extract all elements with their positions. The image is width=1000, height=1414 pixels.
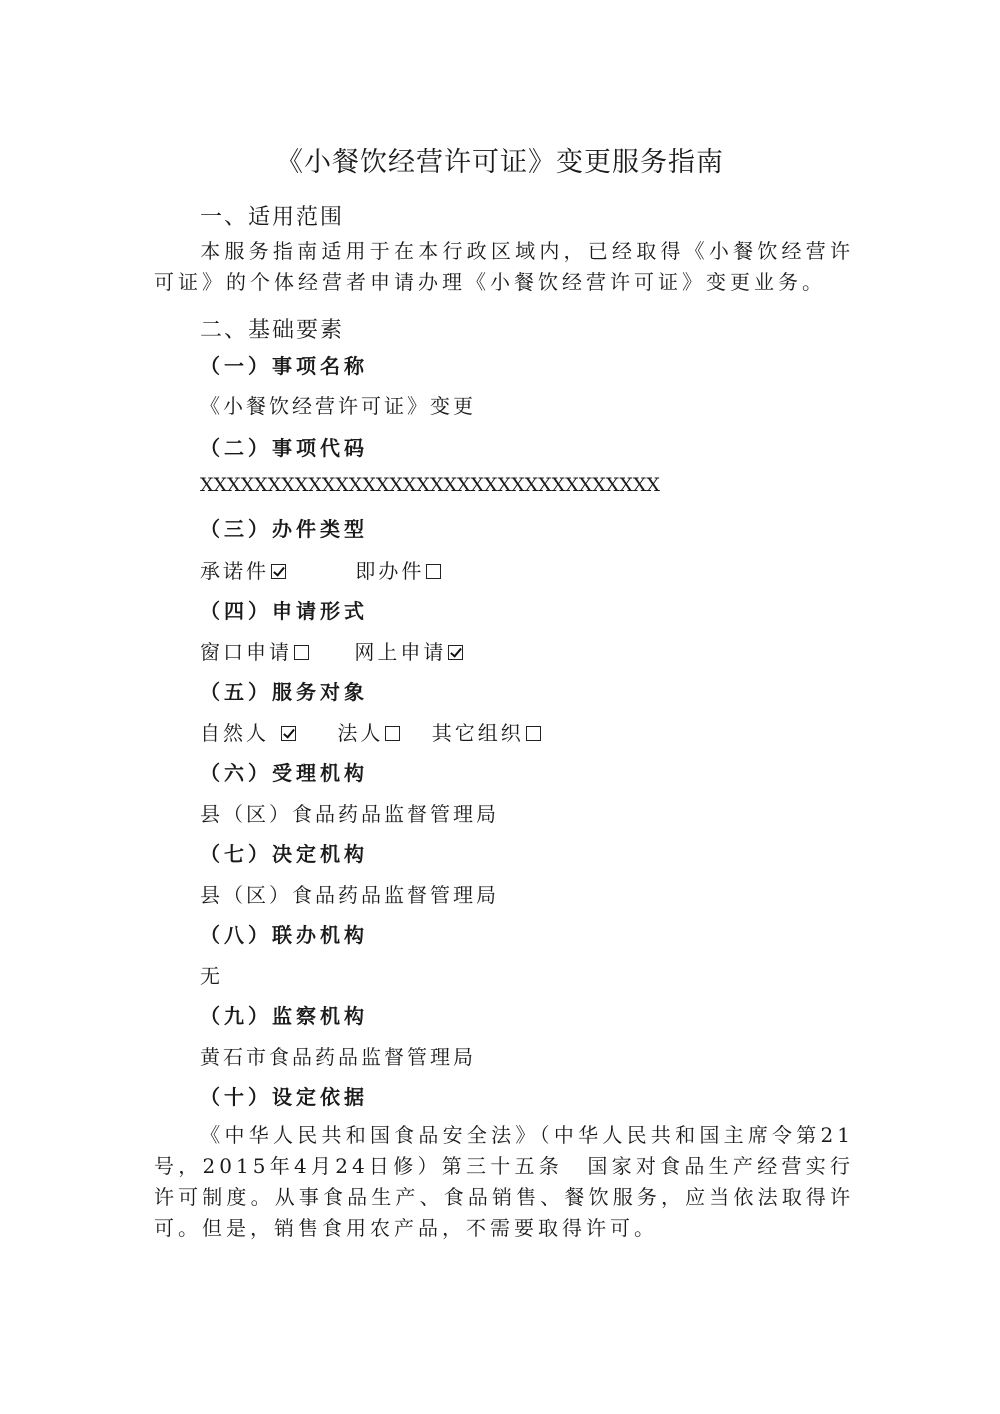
decision-agency-label: （七）决定机构: [200, 842, 368, 866]
item-name-label: （一）事项名称: [200, 354, 368, 378]
option-other-org: 其它组织: [432, 717, 541, 746]
legal-basis-paragraph: [154, 1120, 854, 1244]
legal-basis-text: 《中华人民共和国食品安全法》（中华人民共和国主席令第21号，2015年4月24日修）第三十五条 国家对食品生产经营实行许可制度。从事食品生产、食品销售、餐饮服务，应当依法取得许可。但是，销售食用农产品，不需要取得许可。: [154, 1123, 854, 1240]
option-natural-person: 自然人: [200, 717, 296, 746]
item-code-label: （二）事项代码: [200, 436, 368, 460]
option-legal-person: 法人: [337, 717, 400, 746]
case-type-label: （三）办件类型: [200, 517, 368, 541]
scope-paragraph: [154, 236, 854, 298]
supervision-agency-label: （九）监察机构: [200, 1004, 368, 1028]
checkbox-commitment[interactable]: [271, 564, 286, 579]
acceptance-agency-value: 县（区）食品药品监督管理局: [200, 802, 499, 826]
service-target-label: （五）服务对象: [200, 680, 368, 704]
option-commitment: 承诺件: [200, 555, 286, 584]
legal-basis-label: （十）设定依据: [200, 1085, 368, 1109]
case-type-options: [200, 555, 441, 584]
service-target-options: [200, 717, 541, 746]
option-instant: 即办件: [355, 555, 441, 584]
checkbox-window[interactable]: [294, 645, 309, 660]
section-heading-scope: 一、适用范围: [200, 205, 345, 230]
supervision-agency-value: 黄石市食品药品监督管理局: [200, 1045, 476, 1069]
checkbox-natural-person[interactable]: [281, 726, 296, 741]
item-code-value: XXXXXXXXXXXXXXXXXXXXXXXXXXXXXXXXXX: [200, 474, 660, 496]
section-heading-basics: 二、基础要素: [200, 318, 345, 343]
item-name-value: 《小餐饮经营许可证》变更: [200, 394, 476, 418]
decision-agency-value: 县（区）食品药品监督管理局: [200, 883, 499, 907]
scope-text: 本服务指南适用于在本行政区域内，已经取得《小餐饮经营许可证》的个体经营者申请办理《小餐饮经营许可证》变更业务。: [154, 239, 854, 294]
document-title: 《小餐饮经营许可证》变更服务指南: [276, 147, 724, 178]
checkbox-legal-person[interactable]: [385, 726, 400, 741]
checkbox-other-org[interactable]: [526, 726, 541, 741]
checkbox-online[interactable]: [448, 645, 463, 660]
checkbox-instant[interactable]: [426, 564, 441, 579]
option-online: 网上申请: [354, 636, 463, 665]
application-form-options: [200, 636, 463, 665]
option-window: 窗口申请: [200, 636, 309, 665]
application-form-label: （四）申请形式: [200, 599, 368, 623]
acceptance-agency-label: （六）受理机构: [200, 761, 368, 785]
joint-agency-label: （八）联办机构: [200, 923, 368, 947]
joint-agency-value: 无: [200, 964, 223, 988]
